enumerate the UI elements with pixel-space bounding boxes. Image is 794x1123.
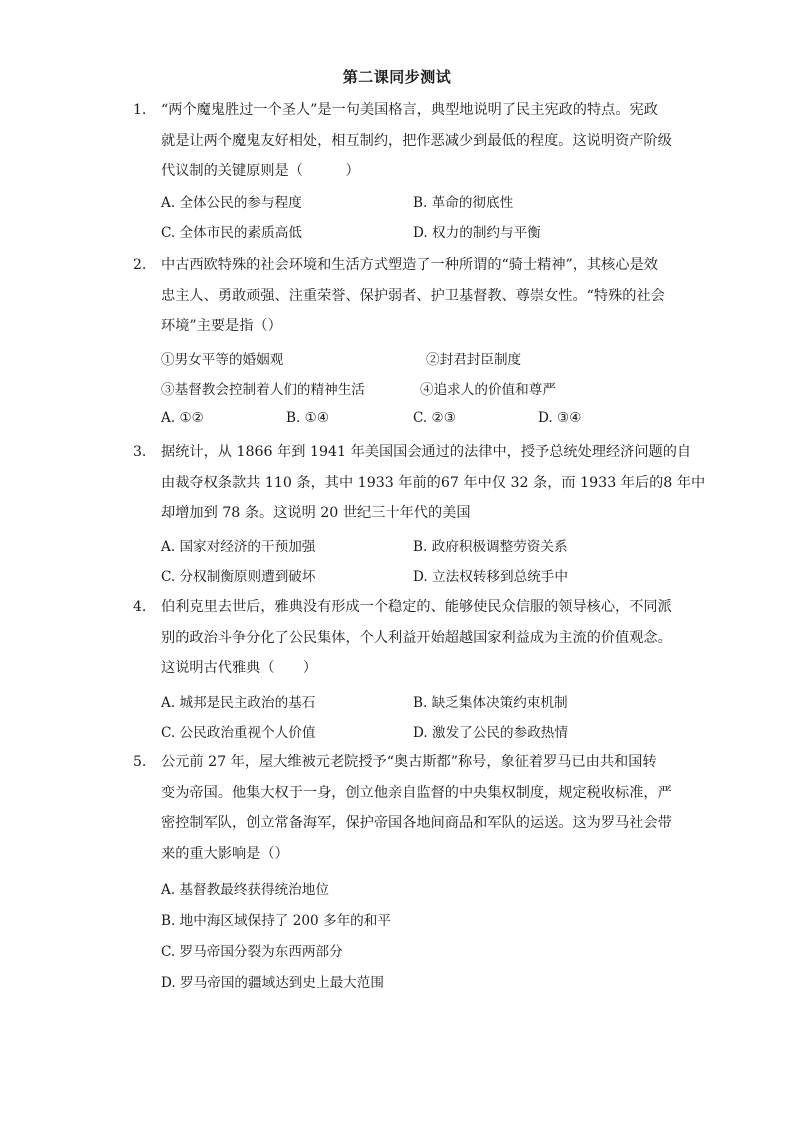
option-b[interactable]: B. ①④	[286, 410, 330, 426]
option-b[interactable]: B. 革命的彻底性	[413, 195, 514, 211]
statement-item-2: ②封君封臣制度	[426, 352, 522, 368]
question-number: 4.	[133, 599, 147, 615]
option-c[interactable]: C. 全体市民的素质高低	[161, 225, 302, 241]
statement-item-3: ③基督教会控制着人们的精神生活	[161, 382, 365, 398]
statement-item-1: ①男女平等的婚姻观	[161, 352, 284, 368]
question-line: 公元前 27 年，屋大维被元老院授予“奥古斯都”称号，象征着罗马已由共和国转	[161, 754, 657, 770]
option-a[interactable]: A. 国家对经济的干预加强	[161, 539, 316, 555]
question-text	[161, 747, 673, 869]
option-d[interactable]: D. 激发了公民的参政热情	[413, 725, 568, 741]
option-d[interactable]: D. 罗马帝国的疆域达到史上最大范围	[161, 975, 384, 991]
option-b[interactable]: B. 缺乏集体决策约束机制	[413, 695, 568, 711]
question-line: 来的重大影响是（）	[161, 845, 289, 862]
question-number: 5.	[133, 754, 147, 770]
question-line: 忠主人、勇敢顽强、注重荣誉、保护弱者、护卫基督教、尊崇女性。“特殊的社会	[161, 287, 665, 304]
question-line: 变为帝国。他集大权于一身，创立他亲自监督的中央集权制度，规定税收标准，严	[161, 784, 672, 801]
question-text	[161, 250, 673, 342]
option-c[interactable]: C. 公民政治重视个人价值	[161, 725, 316, 741]
question-number: 3.	[133, 444, 147, 460]
question-line: “两个魔鬼胜过一个圣人”是一句美国格言，典型地说明了民主宪政的特点。宪政	[161, 102, 658, 118]
option-d[interactable]: D. 立法权转移到总统手中	[413, 569, 568, 585]
question-line: 别的政治斗争分化了公民集体，个人利益开始超越国家利益成为主流的价值观念。	[161, 629, 672, 646]
question-line: 代议制的关键原则是（ ）	[161, 163, 360, 179]
question-line: 由裁夺权条款共 110 条，其中 1933 年前的67 年中仅 32 条，而 1933 年后的8 年中	[161, 474, 706, 491]
question-line: 就是让两个魔鬼友好相处，相互制约，把作恶减少到最低的程度。这说明资产阶级	[161, 132, 672, 149]
question-line: 中古西欧特殊的社会环境和生活方式塑造了一种所谓的“骑士精神”，其核心是效	[161, 257, 658, 273]
option-d[interactable]: D. ③④	[538, 410, 582, 426]
option-d[interactable]: D. 权力的制约与平衡	[413, 225, 541, 241]
question-text	[161, 437, 706, 529]
question-line: 密控制军队，创立常备海军，保护帝国各地间商品和军队的运送。这为罗马社会带	[161, 815, 672, 831]
option-b[interactable]: B. 地中海区域保持了 200 多年的和平	[161, 913, 391, 929]
option-b[interactable]: B. 政府积极调整劳资关系	[413, 539, 568, 555]
question-line: 据统计，从 1866 年到 1941 年美国国会通过的法律中，授予总统处理经济问题的自	[161, 444, 692, 460]
page-title: 第二课同步测试	[342, 68, 452, 86]
question-text	[161, 592, 673, 684]
question-number: 2.	[133, 257, 147, 273]
statement-item-4: ④追求人的价值和尊严	[420, 382, 556, 398]
option-a[interactable]: A. ①②	[161, 410, 204, 426]
option-c[interactable]: C. 分权制衡原则遭到破坏	[161, 569, 316, 585]
question-line: 伯利克里去世后，雅典没有形成一个稳定的、能够使民众信服的领导核心，不同派	[161, 599, 672, 615]
option-c[interactable]: C. 罗马帝国分裂为东西两部分	[161, 944, 343, 960]
question-line: 却增加到 78 条。这说明 20 世纪三十年代的美国	[161, 505, 471, 521]
option-c[interactable]: C. ②③	[413, 410, 456, 426]
question-line: 这说明古代雅典（ ）	[161, 660, 318, 676]
option-a[interactable]: A. 全体公民的参与程度	[161, 195, 302, 211]
option-a[interactable]: A. 基督教最终获得统治地位	[161, 882, 329, 898]
option-a[interactable]: A. 城邦是民主政治的基石	[161, 695, 316, 711]
question-number: 1.	[133, 102, 147, 118]
question-text	[161, 95, 673, 187]
question-line: 环境”主要是指（）	[161, 318, 282, 334]
